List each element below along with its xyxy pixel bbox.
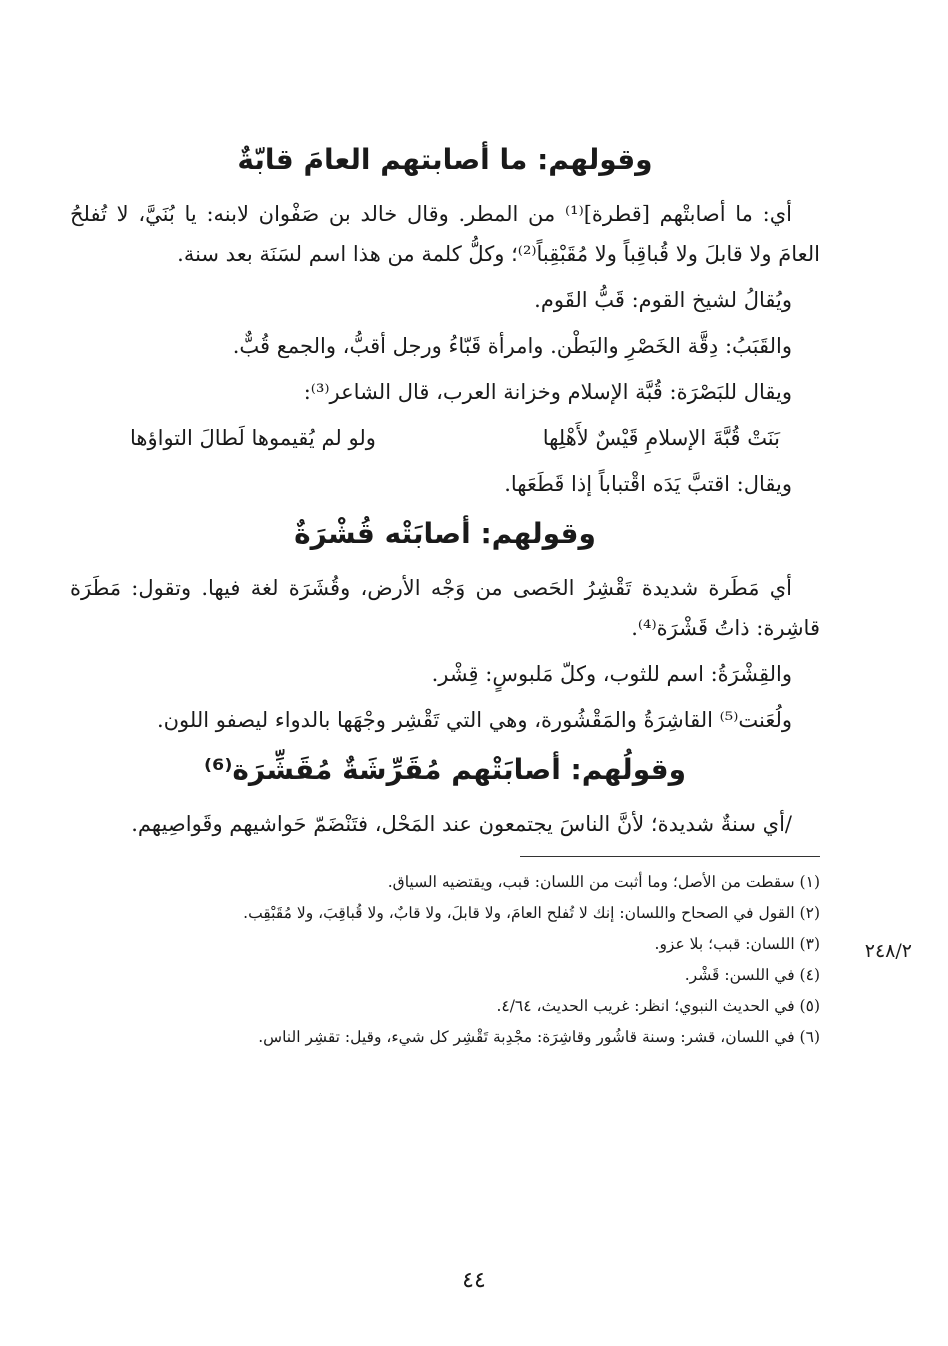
footnote: (٣) اللسان: قبب؛ بلا عزو. bbox=[654, 935, 820, 953]
verse-second-hemistich: ولو لم يُقيموها لَطالَ التواؤها bbox=[130, 426, 376, 450]
margin-reference: ٢٤٨/٢ bbox=[864, 940, 912, 962]
footnote: (٥) في الحديث النبوي؛ انظر: غريب الحديث، ٤/٦٤. bbox=[496, 997, 820, 1015]
section-heading-qabba: وقولهم: ما أصابتهم العامَ قابّةٌ bbox=[237, 143, 653, 176]
paragraph: ويقال للبَصْرَة: قُبَّة الإسلام وخزانة العرب، قال الشاعر⁽³⁾: bbox=[303, 380, 792, 404]
poetry-verse bbox=[130, 418, 780, 458]
footnote-divider bbox=[520, 856, 820, 857]
paragraph: ويقال: اقتبَّ يَدَه اقْتباباً إذا قَطَعَها. bbox=[504, 472, 792, 496]
paragraph: /أي سنةٌ شديدة؛ لأنَّ الناسَ يجتمعون عند المَحْل، فتَنْضَمّ حَواشيهم وقَواصِيهم. bbox=[131, 812, 792, 836]
paragraph: أي: ما أصابتْهم [قطرة]⁽¹⁾ من المطر. وقال خالد بن صَفْوان لابنه: يا بُنَيَّ، لا تُفلحُ العامَ ولا قابلَ ولا قُباقِباً ولا مُقَبْقِباً⁽²⁾؛ وكلُّ كلمة من هذا اسم لسَنَة بعد سنة. bbox=[70, 202, 820, 266]
footnote: (١) سقطت من الأصل؛ وما أثبت من اللسان: قبب، ويقتضيه السياق. bbox=[387, 873, 820, 891]
section-heading-muqarrisha: وقولُهم: أصابَتْهم مُقَرِّشَةٌ مُقَشِّرَة⁽⁶⁾ bbox=[203, 753, 686, 786]
footnote: (٦) في اللسان، قشر: وسنة قاشُور وقاشِرَة: مجْدِبة تَقْشِر كل شيء، وقيل: تقشِر الناس. bbox=[258, 1028, 820, 1046]
paragraph: والقِشْرَةُ: اسم للثوب، وكلّ مَلبوسٍ: قِشْر. bbox=[431, 662, 792, 686]
footnote: (٢) القول في الصحاح واللسان: إنك لا تُفلح العامَ، ولا قابلَ، ولا قابٌ، ولا قُباقِبَ، ولا مُقَبْقِب. bbox=[243, 904, 820, 922]
paragraph: ولُعَنت⁽⁵⁾ القاشِرَةُ والمَقْشُورة، وهي التي تَقْشِر وجْهَها بالدواء ليصفو اللون. bbox=[156, 708, 792, 732]
paragraph: أي مَطَرة شديدة تَقْشِرُ الحَصى من وَجْه الأرض، وقُشَرَة لغة فيها. وتقول: مَطَرَة قاشِرة: ذاتُ قَشْرَة⁽⁴⁾. bbox=[70, 576, 820, 640]
page-number: ٤٤ bbox=[462, 1268, 486, 1293]
page-body bbox=[70, 130, 820, 1053]
paragraph: والقَبَبُ: دِقَّة الخَصْرِ والبَطْن. وامرأة قَبّاءُ ورجل أقبُّ، والجمع قُبٌّ. bbox=[232, 334, 792, 358]
footnotes bbox=[70, 867, 820, 1053]
section-heading-qushra: وقولهم: أصابَتْه قُشْرَةٌ bbox=[294, 517, 596, 550]
verse-first-hemistich: بَنَتْ قُبَّةَ الإسلامِ قَيْسٌ لأَهْلِها bbox=[542, 426, 780, 450]
footnote: (٤) في اللسن: قَشْر. bbox=[684, 966, 820, 984]
paragraph: ويُقالُ لشيخ القوم: قَبُّ القَوم. bbox=[534, 288, 792, 312]
